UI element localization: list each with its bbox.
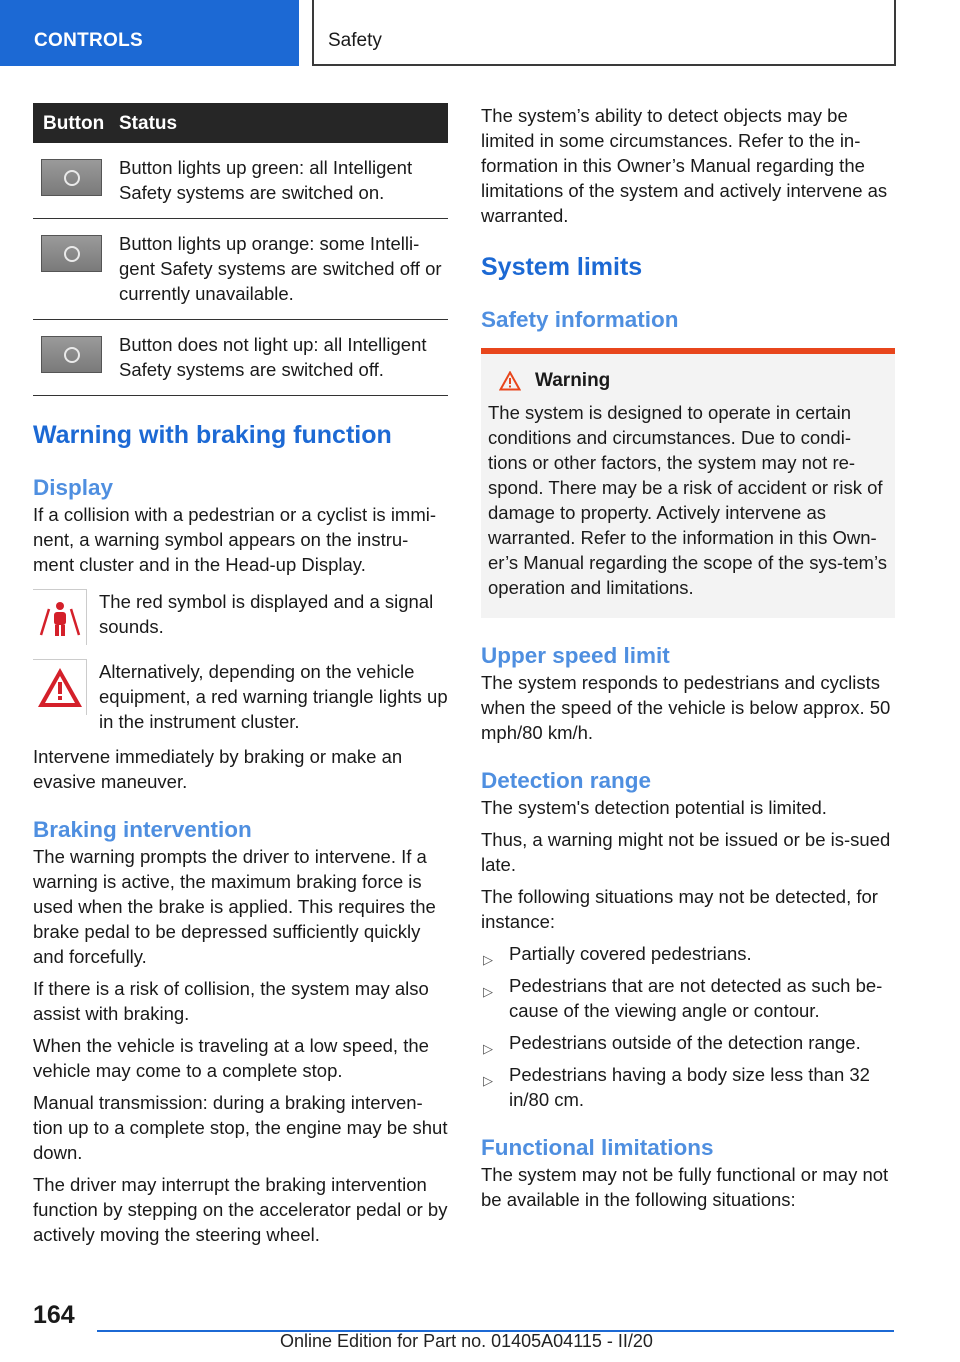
triangle-bullet-icon: ▷: [483, 1041, 493, 1056]
symbol-row: [33, 659, 448, 734]
paragraph: If a collision with a pedestrian or a cyclist is immi-nent, a warning symbol appears on the instru-ment cluster and in the Head-up Display.: [33, 504, 437, 575]
warning-title: Warning: [535, 370, 611, 391]
symbol-description: Alternatively, depending on the vehicle equipment, a red warning triangle lights up in the instrument cluster.: [99, 661, 448, 732]
list-item: ▷ Pedestrians having a body size less than 32 in/80 cm.: [483, 1064, 870, 1110]
warning-box: [481, 348, 895, 618]
chapter-title: Safety: [312, 0, 896, 66]
paragraph: If there is a risk of collision, the system may also assist with braking.: [33, 978, 429, 1024]
paragraph: The system's detection potential is limited.: [481, 797, 827, 818]
page-number: 164: [33, 1301, 75, 1329]
col-header-button: Button: [33, 103, 119, 143]
page-header: [0, 0, 960, 66]
heading-braking-intervention: Braking intervention: [33, 817, 252, 842]
paragraph: Intervene immediately by braking or make an evasive maneuver.: [33, 746, 403, 792]
pedestrian-warning-icon: [33, 589, 87, 645]
intelligent-safety-button-icon: [41, 336, 102, 373]
status-text: Button does not light up: all Intelligent Safety systems are switched off.: [119, 320, 448, 396]
warning-triangle-icon: [33, 659, 87, 715]
left-column: [33, 103, 448, 1247]
table-row: [33, 143, 448, 219]
paragraph: Thus, a warning might not be issued or be is-sued late.: [481, 829, 891, 875]
status-text: Button lights up orange: some Intelli-gent Safety systems are switched off or currently unavailable.: [119, 219, 448, 320]
list-item: ▷ Pedestrians that are not detected as such be-cause of the viewing angle or contour.: [483, 975, 883, 1021]
status-text: Button lights up green: all Intelligent Safety systems are switched on.: [119, 143, 448, 219]
edition-note: Online Edition for Part no. 01405A04115 - II/20: [280, 1331, 653, 1351]
table-header-row: [33, 103, 448, 143]
paragraph: The system may not be fully functional or may not be available in the following situations:: [481, 1164, 889, 1210]
heading-display: Display: [33, 475, 114, 500]
paragraph: The system responds to pedestrians and cyclists when the speed of the vehicle is below approx. 50 mph/80 km/h.: [481, 672, 891, 743]
triangle-bullet-icon: ▷: [483, 984, 493, 999]
paragraph: Manual transmission: during a braking interven-tion up to a complete stop, the engine may be shut down.: [33, 1092, 448, 1163]
paragraph: When the vehicle is traveling at a low speed, the vehicle may come to a complete stop.: [33, 1035, 429, 1081]
paragraph: The warning prompts the driver to intervene. If a warning is active, the maximum braking force is used when the brake is applied. This requires the brake pedal to be depressed sufficiently quickly and forcefully.: [33, 846, 436, 967]
table-row: [33, 219, 448, 320]
situation-list: [481, 941, 895, 1112]
heading-system-limits: System limits: [481, 253, 643, 281]
heading-upper-speed-limit: Upper speed limit: [481, 643, 670, 668]
button-status-table: [33, 103, 448, 396]
warning-triangle-icon: [499, 371, 521, 391]
col-header-status: Status: [119, 103, 448, 143]
heading-detection-range: Detection range: [481, 768, 652, 793]
paragraph: The following situations may not be detected, for instance:: [481, 886, 878, 932]
right-column: [481, 103, 895, 1212]
intelligent-safety-button-icon: [41, 159, 102, 196]
symbol-row: [33, 589, 448, 645]
heading-warning-braking: Warning with braking function: [33, 421, 392, 449]
list-item: ▷ Partially covered pedestrians.: [481, 941, 895, 966]
heading-safety-information: Safety information: [481, 307, 679, 332]
symbol-description: The red symbol is displayed and a signal sounds.: [99, 591, 434, 637]
intelligent-safety-button-icon: [41, 235, 102, 272]
triangle-bullet-icon: ▷: [483, 952, 493, 967]
paragraph: The driver may interrupt the braking intervention function by stepping on the accelerator pedal or by actively moving the steering wheel.: [33, 1174, 448, 1245]
paragraph: The system’s ability to detect objects may be limited in some circumstances. Refer to the in-formation in this Owner’s Manual regarding the limitations of the system and actively intervene as warranted.: [481, 105, 888, 226]
triangle-bullet-icon: ▷: [483, 1073, 493, 1088]
warning-heading: [488, 370, 887, 392]
list-item: ▷ Pedestrians outside of the detection range.: [481, 1030, 895, 1055]
table-row: [33, 320, 448, 396]
warning-text: The system is designed to operate in certain conditions and circumstances. Due to condi-tions or other factors, the system may not re-spond. There may be a risk of accident or risk of damage to property. Actively intervene as warranted. Refer to the information in this Own-er’s Manual regarding the scope of the sys-tem’s operation and limitations.: [488, 402, 887, 598]
section-tab: CONTROLS: [0, 0, 299, 66]
heading-functional-limitations: Functional limitations: [481, 1135, 714, 1160]
